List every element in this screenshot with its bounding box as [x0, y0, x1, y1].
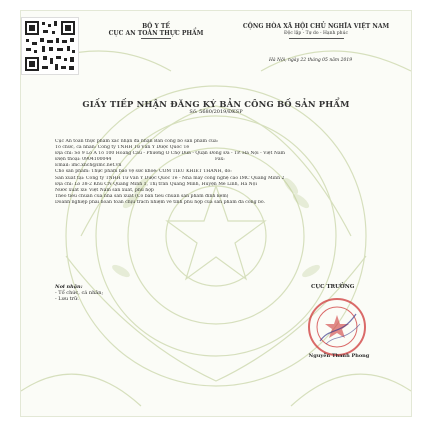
body-line: Tổ chức, cá nhân: Công ty TNHH Tư Vấn Y Dược Quốc Tế — [55, 145, 190, 151]
body-line: Địa chỉ: Số 9 Lô A Tổ 100 Hoàng Cầu - Phường Ô Chợ Dừa - Quận Đống Đa - TP. Hà Nội - Việt Nam — [55, 151, 285, 157]
receiver-item: - Lưu trữ. — [55, 296, 79, 302]
body-line: Địa chỉ: Lô 38-2 Khu CN Quang Minh 1, Thị trấn Quang Minh, Huyện Mê Linh, Hà Nội — [55, 181, 257, 187]
official-stamp-icon — [306, 296, 368, 358]
national-motto: Độc lập - Tự do - Hạnh phúc — [283, 31, 348, 36]
ministry-name: BỘ Y TẾ — [142, 23, 170, 30]
department-name: CỤC AN TOÀN THỰC PHẨM — [108, 30, 204, 37]
receiver-item: - Tổ chức, cá nhân; — [55, 290, 104, 296]
body-line: Theo tiêu chuẩn của nhà sản xuất (Có bản tiêu chuẩn sản phẩm đính kèm) — [55, 193, 229, 199]
divider-line — [141, 38, 171, 39]
body-line: Cho sản phẩm: Thực phẩm bảo vệ sức khoẻ: CỐM TIÊU KHIẾT THANH, do: — [55, 169, 232, 175]
body-line: Nước xuất xứ: Việt Nam sản xuất, phù hợp — [55, 187, 154, 193]
issue-date: Hà Nội, ngày 22 tháng 05 năm 2019 — [269, 58, 353, 63]
phone-line: Điện thoại: 0904100044 — [55, 157, 112, 163]
fax-label: Fax: — [215, 157, 225, 163]
body-line: Email: imc.xnch@imc.net.vn — [55, 163, 122, 169]
body-line: Sản xuất tại: Công ty TNHH Tư Vấn Y Dược Quốc Tế - Nhà máy công nghệ cao IMC Quang Minh 2 — [55, 175, 285, 181]
divider-line — [289, 38, 344, 39]
national-header — [241, 23, 391, 37]
document-title: GIẤY TIẾP NHẬN ĐĂNG KÝ BẢN CÔNG BỐ SẢN PHẨM — [82, 99, 350, 109]
issuing-authority — [106, 23, 206, 37]
qr-code-icon — [21, 17, 79, 75]
receivers-heading: Nơi nhận: — [55, 284, 83, 290]
country-name: CỘNG HÒA XÃ HỘI CHỦ NGHĨA VIỆT NAM — [242, 23, 390, 30]
signatory-name: Nguyễn Thanh Phong — [308, 353, 370, 359]
signatory-title: CỤC TRƯỞNG — [311, 284, 355, 290]
receivers-block — [55, 284, 103, 302]
body-line: Cục An toàn thực phẩm xác nhận đã nhận Bản công bố sản phẩm của: — [55, 139, 219, 144]
document-body — [55, 139, 385, 206]
document-number: Số: 5680/2019/ĐKSP — [189, 109, 243, 115]
body-line: Doanh nghiệp phải hoàn toàn chịu trách nhiệm về tính phù hợp của sản phẩm đã công bố. — [55, 199, 266, 205]
